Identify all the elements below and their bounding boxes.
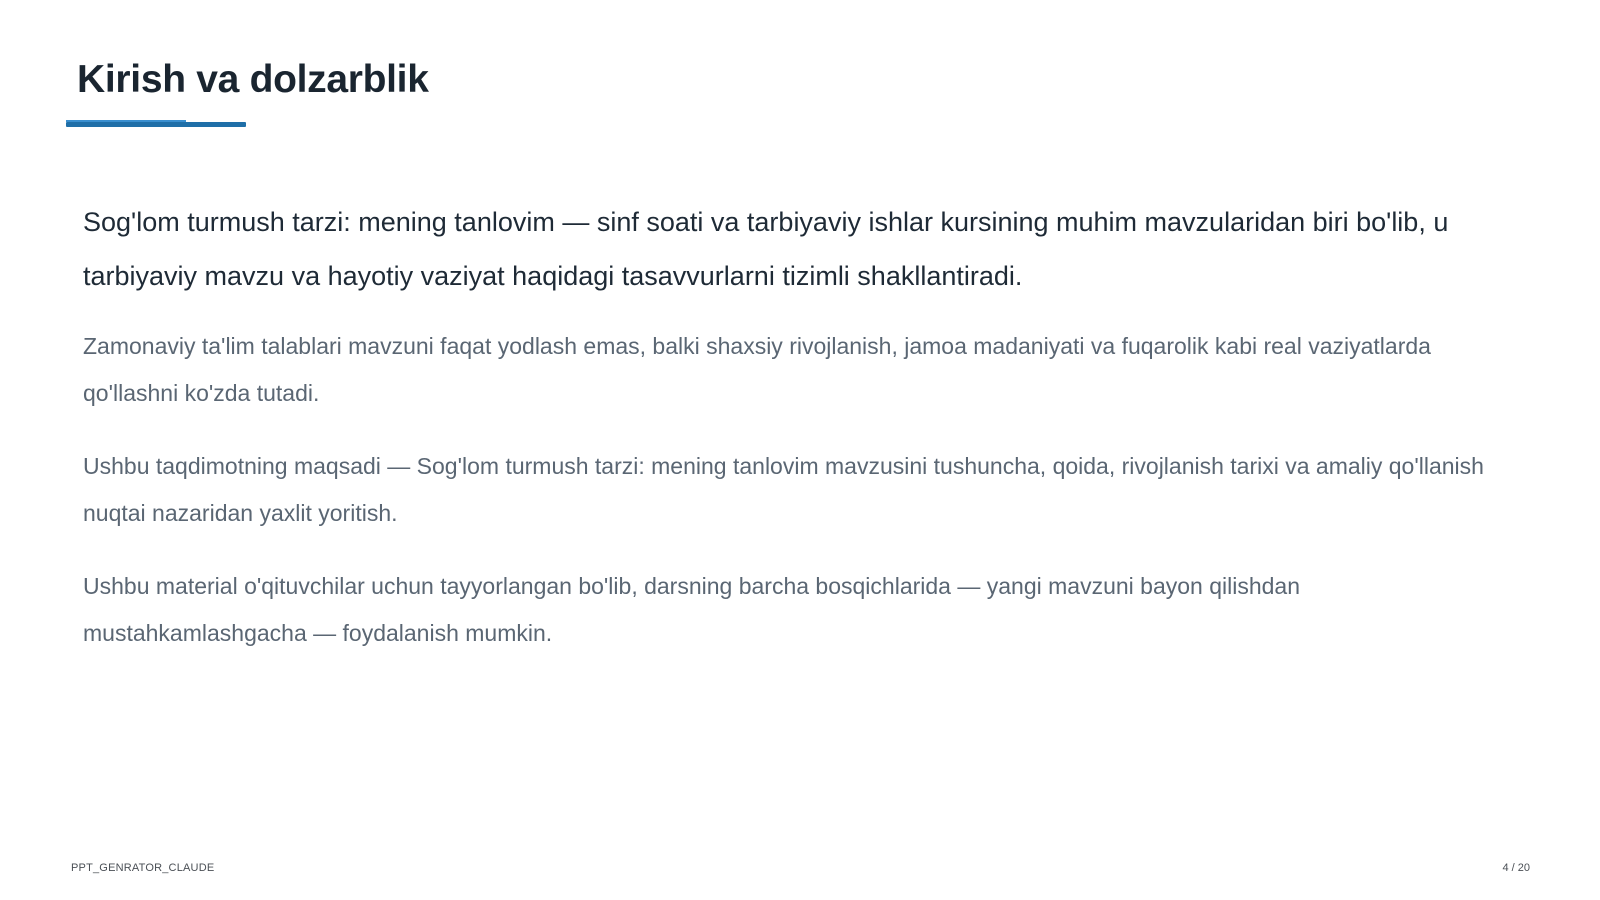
page-number: 4 / 20	[1502, 862, 1530, 874]
body-paragraph-2: Ushbu taqdimotning maqsadi — Sog'lom turmush tarzi: mening tanlovim mavzusini tushuncha, qoida, rivojlanish tarixi va amaliy qo'llanish nuqtai nazaridan yaxlit yoritish.	[83, 453, 1484, 526]
body-paragraph-1: Zamonaviy ta'lim talablari mavzuni faqat yodlash emas, balki shaxsiy rivojlanish, jamoa madaniyati va fuqarolik kabi real vaziyatlarda qo'llashni ko'zda tutadi.	[83, 333, 1431, 406]
slide-content	[83, 195, 1523, 683]
body-paragraph-3: Ushbu material o'qituvchilar uchun tayyorlangan bo'lib, darsning barcha bosqichlarida — yangi mavzuni bayon qilishdan mustahkamlashgacha — foydalanish mumkin.	[83, 573, 1300, 646]
footer-source: PPT_GENRATOR_CLAUDE	[71, 862, 215, 874]
lead-paragraph: Sog'lom turmush tarzi: mening tanlovim — sinf soati va tarbiyaviy ishlar kursining muhim mavzularidan biri bo'lib, u tarbiyaviy mavzu va hayotiy vaziyat haqidagi tasavvurlarni tizimli shakllantiradi.	[83, 207, 1449, 291]
title-underline-accent	[66, 120, 186, 122]
title-underline	[66, 122, 246, 127]
slide-title: Kirish va dolzarblik	[77, 58, 429, 101]
